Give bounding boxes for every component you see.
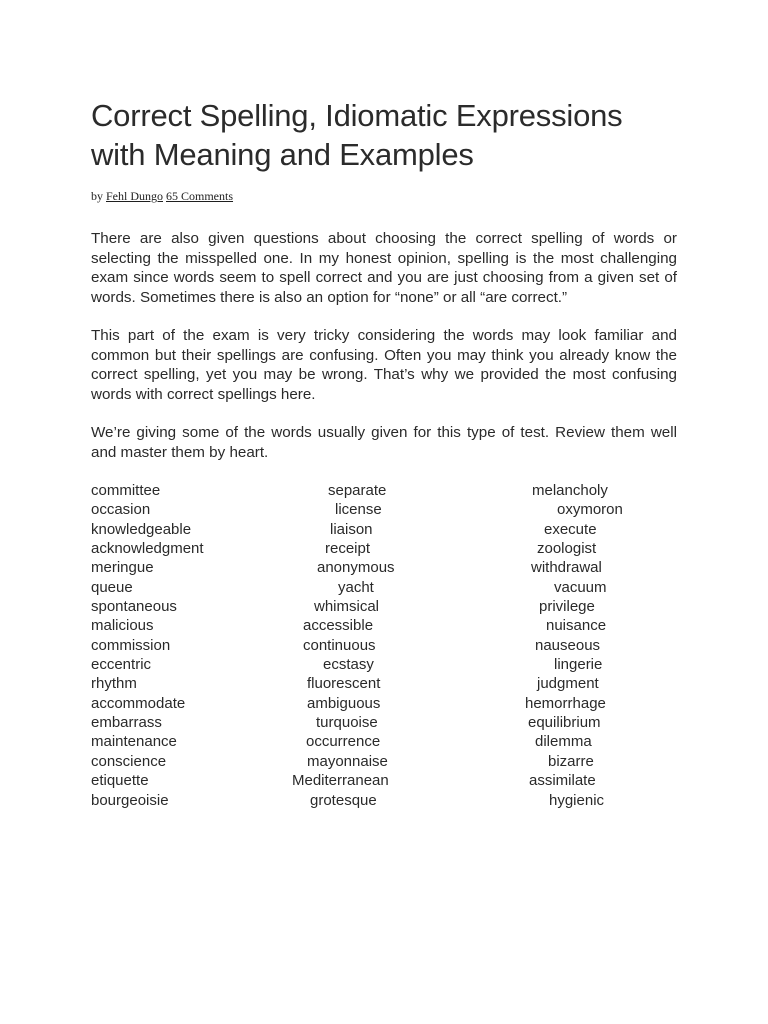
word-item: liaison (330, 520, 373, 538)
word-item: knowledgeable (91, 520, 192, 538)
word-item: assimilate (529, 772, 596, 790)
word-item: zoologist (537, 540, 597, 558)
word-item: accommodate (91, 694, 186, 712)
page-title: Correct Spelling, Idiomatic Expressions with Meaning and Examples (91, 98, 623, 172)
word-item: judgment (537, 675, 599, 693)
author-link[interactable]: Fehl Dungo (106, 189, 163, 203)
word-item: continuous (303, 636, 376, 654)
word-item: lingerie (554, 656, 603, 674)
word-item: committee (91, 482, 161, 499)
word-item: turquoise (316, 714, 378, 732)
word-item: commission (91, 636, 171, 654)
word-item: hygienic (549, 791, 605, 809)
word-item: execute (544, 520, 597, 538)
word-item: fluorescent (307, 675, 381, 693)
word-item: rhythm (91, 675, 137, 693)
word-item: ambiguous (307, 694, 381, 712)
byline (91, 188, 677, 204)
word-item: spontaneous (91, 598, 177, 616)
word-item: anonymous (317, 559, 395, 577)
word-item: bizarre (548, 752, 594, 770)
word-item: malicious (91, 617, 154, 635)
review-paragraph: We’re giving some of the words usually given for this type of test. Review them well and master them by heart. (91, 424, 677, 461)
word-item: accessible (303, 617, 374, 635)
article (91, 96, 677, 811)
word-item: vacuum (554, 578, 607, 596)
article-body (91, 229, 677, 462)
word-item: meringue (91, 559, 154, 577)
word-item: mayonnaise (307, 752, 388, 770)
comments-link[interactable]: 65 Comments (166, 189, 234, 203)
word-item: nauseous (535, 636, 601, 654)
word-item: nuisance (546, 617, 607, 635)
word-item: conscience (91, 752, 167, 770)
word-item: etiquette (91, 772, 149, 790)
word-item: separate (328, 482, 387, 499)
word-item: acknowledgment (91, 540, 204, 558)
word-item: ecstasy (323, 656, 374, 674)
word-item: occasion (91, 501, 151, 519)
word-item: whimsical (314, 598, 380, 616)
word-item: eccentric (91, 656, 152, 674)
word-item: equilibrium (528, 714, 601, 732)
word-item: dilemma (535, 733, 592, 751)
word-item: maintenance (91, 733, 177, 751)
word-item: queue (91, 578, 133, 596)
word-item: hemorrhage (525, 694, 606, 712)
byline-prefix: by (91, 189, 103, 203)
word-column (91, 481, 623, 810)
word-item: occurrence (306, 733, 381, 751)
word-item: melancholy (532, 482, 608, 499)
word-item: embarrass (91, 714, 162, 732)
word-item: bourgeoisie (91, 791, 169, 809)
word-item: license (335, 501, 382, 519)
word-item: yacht (338, 578, 374, 596)
exam-paragraph: This part of the exam is very tricky considering the words may look familiar and common but their spellings are confusing. Often you may think you already know the correct spelling, yet you may be wrong. That’s why we provided the most confusing words with correct spellings here. (91, 327, 677, 403)
word-list (91, 481, 677, 811)
intro-paragraph: There are also given questions about choosing the correct spelling of words or selecting the misspelled one. In my honest opinion, spelling is the most challenging exam since words seem to spell correct and you are just choosing from a given set of words. Sometimes there is also an option for “none” or all “are correct.” (91, 230, 677, 306)
word-item: receipt (325, 540, 371, 558)
word-item: Mediterranean (292, 772, 389, 790)
word-item: withdrawal (531, 559, 602, 577)
word-item: grotesque (310, 791, 377, 809)
word-item: privilege (539, 598, 595, 616)
word-item: oxymoron (557, 501, 623, 519)
